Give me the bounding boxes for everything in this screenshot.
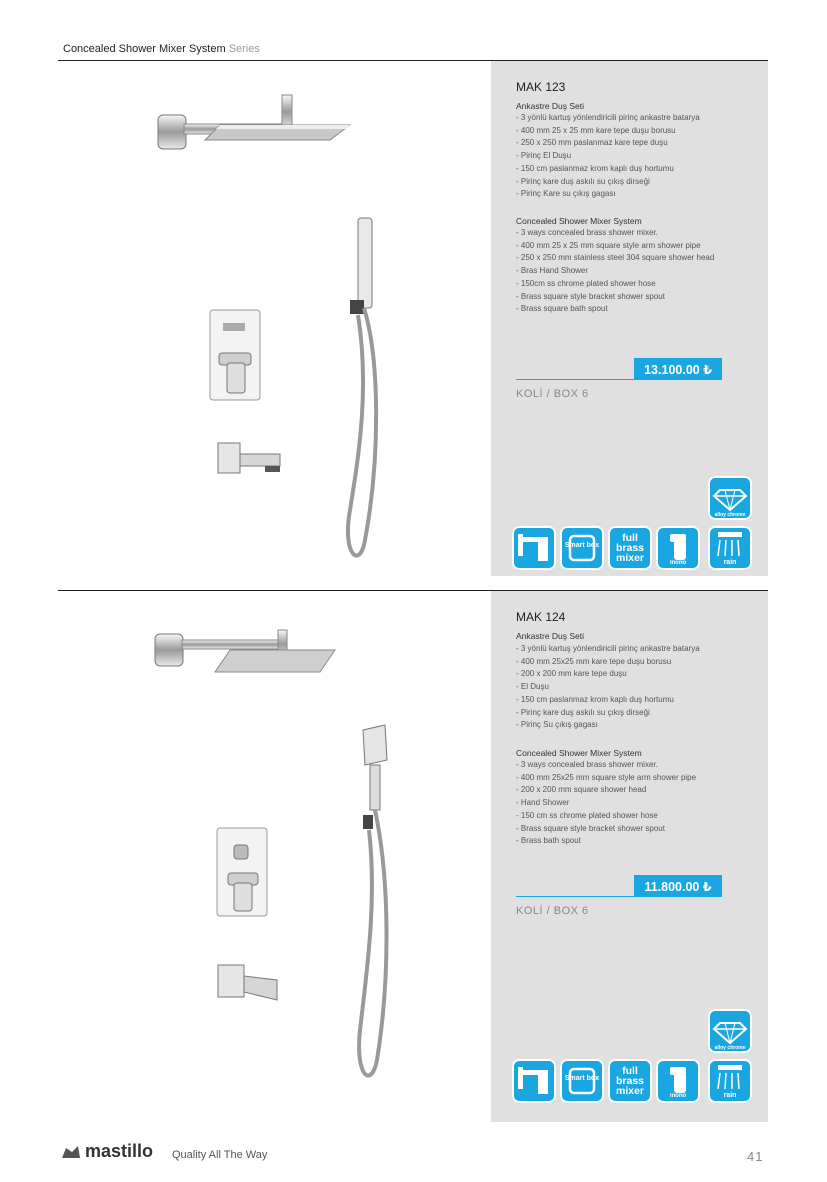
mixer-text: mixer — [615, 1085, 645, 1097]
header-title-main: Concealed Shower Mixer System — [63, 43, 226, 55]
hand-shower-image — [345, 720, 405, 1090]
list-item: - El Duşu — [516, 682, 549, 692]
bath-spout-image — [215, 962, 285, 1007]
shower-arm-icon — [512, 526, 556, 570]
list-item: - 400 mm 25 x 25 mm square style arm shower pipe — [516, 240, 701, 250]
hand-shower-image — [330, 210, 390, 570]
list-item: - 150 cm paslanmaz krom kaplı duş hortumu — [516, 694, 674, 704]
mixer-text: mixer — [615, 552, 645, 564]
price-underline — [516, 379, 722, 380]
overhead-shower-image — [150, 85, 360, 155]
mono-label: mono — [669, 1093, 687, 1099]
list-item: - 3 yönlü kartuş yönlendiricili pirinç ankastre batarya — [516, 113, 700, 122]
shower-arm-icon — [512, 1059, 556, 1103]
brand-logo — [60, 1141, 153, 1162]
list-item: - 3 ways concealed brass shower mixer. — [516, 228, 658, 237]
page-header — [63, 43, 260, 55]
mixer-plate-image — [205, 305, 265, 405]
smart-box-icon — [560, 526, 604, 570]
rain-label: rain — [723, 1092, 737, 1099]
mono-label: mono — [669, 560, 687, 566]
list-item: - 150cm ss chrome plated shower hose — [516, 278, 656, 288]
full-brass-mixer-icon — [608, 1059, 652, 1103]
list-item: - Pirinç Kare su çıkış gagası — [516, 189, 616, 199]
box-quantity: KOLİ / BOX 6 — [516, 905, 589, 917]
list-item: - Pirinç kare duş askılı su çıkış dirseği — [516, 707, 650, 717]
list-item: - 150 cm paslanmaz krom kaplı duş hortumu — [516, 163, 674, 173]
en-section-title: Concealed Shower Mixer System — [516, 748, 642, 758]
product-info-panel-mak124 — [491, 591, 768, 1122]
full-text: full — [622, 1065, 638, 1077]
en-section-title: Concealed Shower Mixer System — [516, 216, 642, 226]
smart-box-label: Smart box — [564, 542, 600, 549]
price-badge: 11.800.00 ₺ — [634, 875, 722, 897]
list-item: - Brass bath spout — [516, 836, 581, 846]
list-item: - Hand Shower — [516, 798, 570, 808]
list-item: - Brass square style bracket shower spout — [516, 823, 665, 833]
product-info-panel-mak123 — [491, 61, 768, 576]
list-item: - 250 x 250 mm paslanmaz kare tepe duşu — [516, 138, 668, 148]
price-badge: 13.100.00 ₺ — [634, 358, 722, 380]
smart-box-icon — [560, 1059, 604, 1103]
brand-name: mastillo — [85, 1141, 154, 1161]
diamond-icon — [708, 1009, 752, 1053]
overhead-shower-image — [150, 620, 350, 680]
en-spec-list — [516, 759, 696, 848]
tr-section-title: Ankastre Duş Seti — [516, 101, 585, 111]
list-item: - 3 ways concealed brass shower mixer. — [516, 760, 658, 769]
list-item: - 400 mm 25x25 mm square style arm shower pipe — [516, 772, 697, 782]
smart-box-label: Smart box — [564, 1075, 600, 1082]
brand-logo-icon — [60, 1144, 82, 1160]
full-text: full — [622, 532, 638, 544]
tr-section-title: Ankastre Duş Seti — [516, 631, 585, 641]
full-brass-mixer-icon — [608, 526, 652, 570]
tr-spec-list — [516, 112, 700, 201]
list-item: - 400 mm 25x25 mm kare tepe duşu borusu — [516, 656, 672, 666]
list-item: - Brass square style bracket shower spout — [516, 291, 665, 301]
list-item: - Pirinç Su çıkış gagası — [516, 720, 598, 730]
diamond-icon — [708, 476, 752, 520]
header-title-series: Series — [228, 43, 260, 55]
list-item: - 250 x 250 mm stainless steel 304 square shower head — [516, 253, 715, 263]
list-item: - Pirinç kare duş askılı su çıkış dirseği — [516, 176, 650, 186]
list-item: - 400 mm 25 x 25 mm kare tepe duşu borusu — [516, 125, 676, 135]
page-number: 41 — [747, 1149, 764, 1164]
price-underline — [516, 896, 722, 897]
footer-tagline: Quality All The Way — [172, 1149, 268, 1161]
list-item: - Bras Hand Shower — [516, 266, 589, 276]
list-item: - 200 x 200 mm square shower head — [516, 785, 647, 795]
diamond-caption: alloy chrome — [714, 1045, 746, 1051]
diamond-caption: alloy chrome — [714, 512, 746, 518]
mono-mixer-icon — [656, 526, 700, 570]
full-brass-label — [608, 1066, 652, 1096]
rain-label: rain — [723, 559, 737, 566]
rain-shower-icon — [708, 526, 752, 570]
en-spec-list — [516, 227, 714, 316]
list-item: - Brass square bath spout — [516, 304, 608, 314]
product-model: MAK 123 — [516, 80, 566, 94]
list-item: - 3 yönlü kartuş yönlendiricili pirinç ankastre batarya — [516, 644, 700, 653]
bath-spout-image — [215, 440, 285, 485]
product-model: MAK 124 — [516, 610, 566, 624]
tr-spec-list — [516, 643, 700, 732]
list-item: - 200 x 200 mm kare tepe duşu — [516, 669, 627, 679]
brass-text: brass — [615, 542, 645, 554]
mono-mixer-icon — [656, 1059, 700, 1103]
mixer-plate-image — [212, 825, 272, 920]
full-brass-label — [608, 533, 652, 563]
list-item: - Pirinç El Duşu — [516, 151, 572, 161]
list-item: - 150 cm ss chrome plated shower hose — [516, 810, 658, 820]
box-quantity: KOLİ / BOX 6 — [516, 388, 589, 400]
rain-shower-icon — [708, 1059, 752, 1103]
brass-text: brass — [615, 1075, 645, 1087]
